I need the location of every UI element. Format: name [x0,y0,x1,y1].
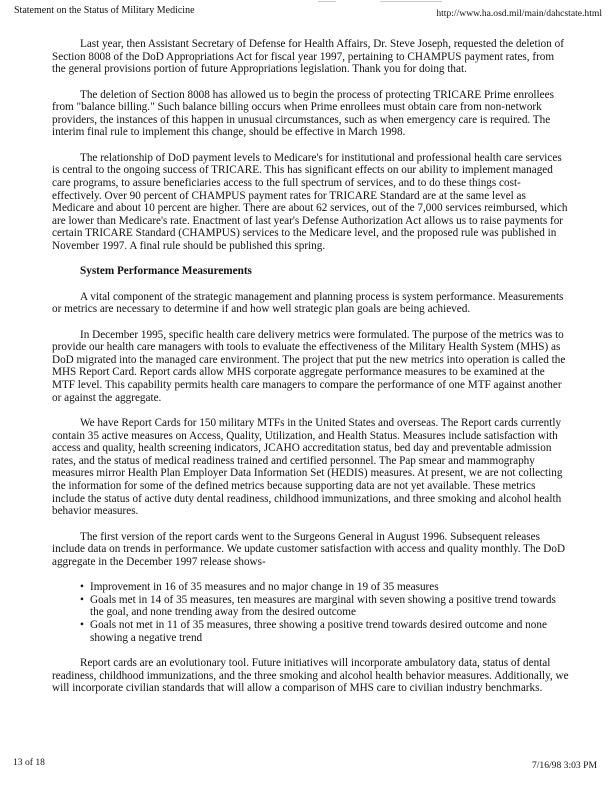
bullet-icon: • [80,581,84,594]
list-item [80,581,570,594]
print-timestamp: 7/16/98 3:03 PM [531,760,597,771]
paragraph-system-performance: A vital component of the strategic management and planning process is system performance. Measurements or metrics are necessary to determine if and how well strategic plan goals are being achieved. [52,290,564,316]
list-item [80,619,570,644]
document-title: Statement on the Status of Military Medicine [14,5,195,16]
scan-artifact [380,1,442,2]
results-list [52,581,570,644]
paragraph-appropriations: Last year, then Assistant Secretary of Defense for Health Affairs, Dr. Steve Joseph, requested the deletion of Section 8008 of the DoD Appropriations Act for fiscal year 1997, pertaining to CHAMPUS payment rates, from the general provisions portion of future Appropriations legislation. Thank you for doing that. [52,38,564,76]
paragraph-balance-billing: The deletion of Section 8008 has allowed us to begin the process of protecting TRICARE Prime enrollees from "balance billing." Such balance billing occurs when Prime enrollees must obtain care from non-network providers, the instances of this happen in unusual circumstances, such as when emergency care is required. The interim final rule to implement this change, should be effective in March 1998. [52,88,554,139]
paragraph-metrics-formulated: In December 1995, specific health care delivery metrics were formulated. The purpose of the metrics was to provide our health care managers with tools to evaluate the effectiveness of the Military Health System (MHS) as DoD migrated into the managed care environment. The project that put the new metrics into operation is called the MHS Report Card. Report cards allow MHS corporate aggregate performance measures to be examined at the MTF level. This capability permits health care managers to compare the performance of one MTF against another or against the aggregate. [52,328,566,404]
paragraph-medicare-payment-levels: The relationship of DoD payment levels to Medicare's for institutional and professional health care services is central to the ongoing success of TRICARE. This has significant effects on our ability to implement managed care programs, to assure beneficiaries access to the full spectrum of services, and to do these things cost-effectively. Over 90 percent of CHAMPUS payment rates for TRICARE Standard are at the same level as Medicare and about 10 percent are higher. There are about 62 services, out of the 7,000 services reimbursed, which are lower than Medicare's rate. Enactment of last year's Defense Authorization Act allows us to raise payments for certain TRICARE Standard (CHAMPUS) services to the Medicare level, and the proposed rule was published in November 1997. A final rule should be published this spring. [52,151,568,252]
list-item [80,594,570,619]
section-heading: System Performance Measurements [80,265,252,278]
paragraph-evolutionary-tool: Report cards are an evolutionary tool. Future initiatives will incorporate ambulatory data, status of dental readiness, childhood immunizations, and the three smoking and alcohol health behavior measures. Additionally, we will incorporate civilian standards that will allow a comparison of MHS care to civilian industry benchmarks. [52,656,569,695]
paragraph-report-cards: We have Report Cards for 150 military MTFs in the United States and overseas. The Report cards currently contain 35 active measures on Access, Quality, Utilization, and Health Status. Measures include satisfaction with access and quality, health screening indicators, JCAHO accreditation status, bed day and preventable admission rates, and the status of medical readiness trained and certified personnel. The Pap smear and mammography measures mirror Health Plan Employer Data Information Set (HEDIS) measures. At present, we are not collecting the information for some of the defined metrics because supporting data are not yet available. These metrics include the status of active duty dental readiness, childhood immunizations, and three smoking and alcohol health behavior measures. [52,417,563,518]
document-body [52,38,570,708]
bullet-icon: • [80,618,84,631]
list-item-text: Goals met in 14 of 35 measures, ten measures are marginal with seven showing a positive trend towards the goal, and none trending away from the desired outcome [90,593,556,619]
list-item-text: Goals not met in 11 of 35 measures, three showing a positive trend towards desired outcome and none showing a negative trend [90,618,547,644]
scan-artifact [318,1,336,2]
paragraph-first-version: The first version of the report cards went to the Surgeons General in August 1996. Subsequent releases include data on trends in performance. We update customer satisfaction with access and quality monthly. The DoD aggregate in the December 1997 release shows- [52,530,566,568]
page-indicator: 13 of 18 [13,757,45,768]
list-item-text: Improvement in 16 of 35 measures and no major change in 19 of 35 measures [90,581,439,594]
bullet-icon: • [80,593,84,606]
page-url: http://www.ha.osd.mil/main/dahcstate.html [436,8,602,19]
